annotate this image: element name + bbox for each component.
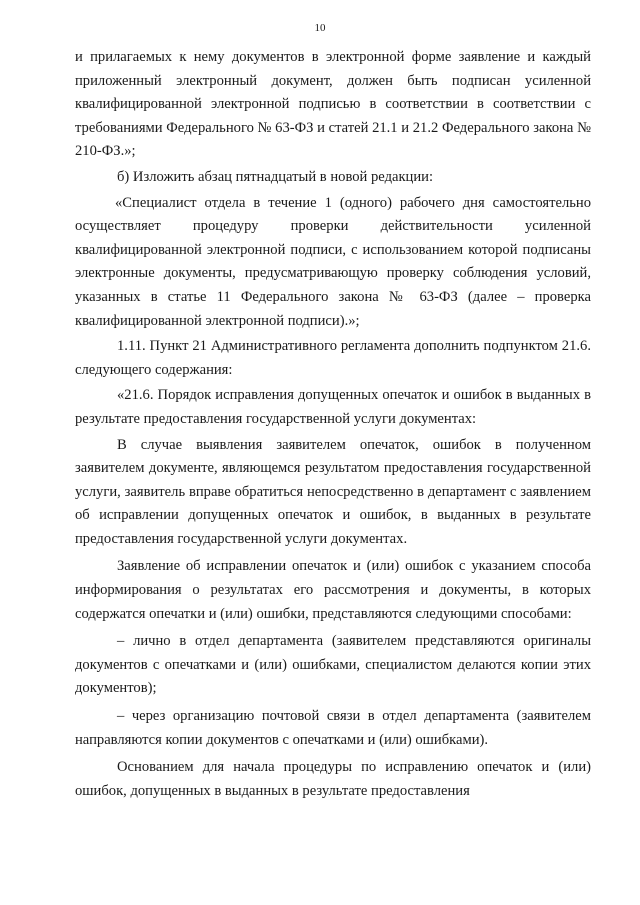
paragraph: В случае выявления заявителем опечаток, ошибок в полученном заявителем документе, являющемся результатом предоставления государственной услуги, заявитель вправе обратиться непосредственно в департамент с заявлением об исправлении допущенных опечаток и ошибок, в выданных в результате предоставления государственной услуги документах. (75, 436, 591, 547)
page-number: 10 (314, 22, 326, 34)
paragraph: «21.6. Порядок исправления допущенных опечаток и ошибок в выданных в результате предоставления государственной услуги документах: (75, 387, 591, 427)
paragraph: – лично в отдел департамента (заявителем представляются оригиналы документов с опечатками и (или) ошибками, специалистом делаются копии этих документов); (75, 633, 591, 697)
paragraph: Заявление об исправлении опечаток и (или) ошибок с указанием способа информирования о результатах его рассмотрения и документы, в которых содержатся опечатки и (или) ошибки, представляются следующими способами: (75, 558, 591, 622)
paragraph: «Специалист отдела в течение 1 (одного) рабочего дня самостоятельно осуществляет процедуру проверки действительности усиленной квалифицированной электронной подписи, с использованием которой подписаны электронные документы, предусматривающую проверку соблюдения условий, указанных в статье 11 Федерального закона № 63-ФЗ (далее – проверка квалифицированной электронной подписи).»; (75, 194, 591, 329)
document-body (75, 46, 591, 803)
paragraph: б) Изложить абзац пятнадцатый в новой редакции: (117, 168, 434, 185)
paragraph: – через организацию почтовой связи в отдел департамента (заявителем направляются копии документов с опечатками и (или) ошибками). (75, 708, 591, 748)
paragraph: 1.11. Пункт 21 Административного регламента дополнить подпунктом 21.6. следующего содержания: (75, 338, 591, 378)
paragraph: и прилагаемых к нему документов в электронной форме заявление и каждый приложенный электронный документ, должен быть подписан усиленной квалифицированной электронной подписью в соответствии в соответствии с требованиями Федерального № 63-ФЗ и статей 21.1 и 21.2 Федерального закона № 210-ФЗ.»; (75, 49, 591, 160)
paragraph: Основанием для начала процедуры по исправлению опечаток и (или) ошибок, допущенных в выданных в результате предоставления (75, 759, 591, 799)
